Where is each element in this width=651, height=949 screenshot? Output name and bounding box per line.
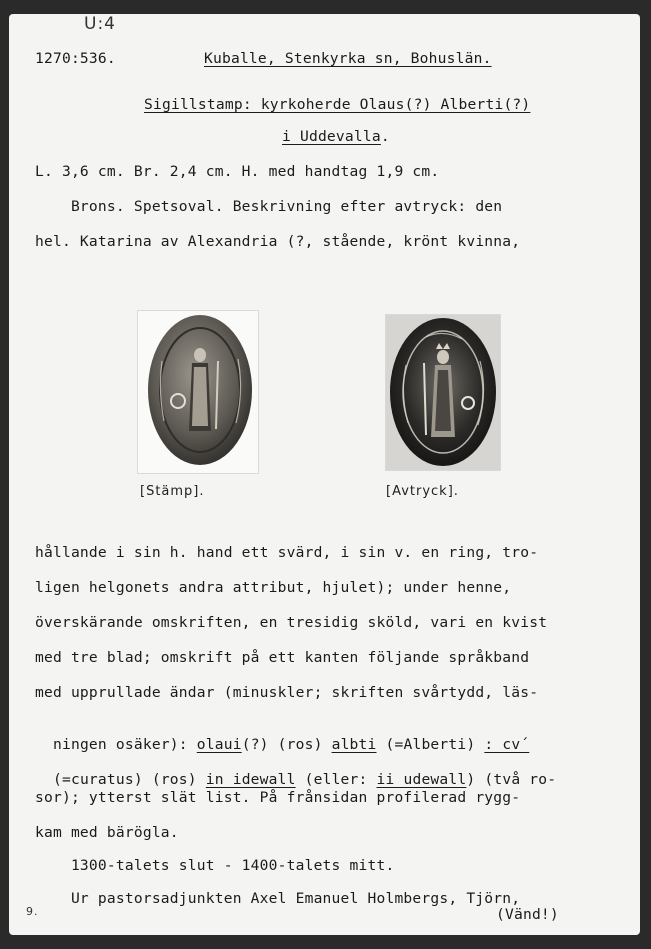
stamp-caption: [Stämp]. [140,484,205,499]
title-uddevalla: i Uddevalla [282,128,381,145]
body-line-6 [35,719,529,753]
margin-number: 9. [26,905,39,918]
measurements: L. 3,6 cm. Br. 2,4 cm. H. med handtag 1,9 cm. [35,163,440,180]
line7-end: ) (två ro- [466,771,557,788]
turn-over-note: (Vänd!) [496,906,559,923]
legend-olaui: olaui [196,736,242,753]
line7-prefix: (=curatus) (ros) [52,771,206,788]
catalog-number: 1270:536. [35,50,116,67]
impression-image [386,315,500,470]
legend-ii-udewall: ii udewall [376,771,467,788]
description-line-2: hel. Katarina av Alexandria (?, stående, krönt kvinna, [35,233,521,250]
description-line-1: Brons. Spetsoval. Beskrivning efter avtryck: den [35,198,503,215]
line6-mid: (?) (ros) [241,736,332,753]
impression-photo [386,315,500,470]
title-line-1: Sigillstamp: kyrkoherde Olaus(?) Alberti(?) [144,96,531,113]
provenance-line: Ur pastorsadjunkten Axel Emanuel Holmbergs, Tjörn, [35,890,521,907]
legend-cv: : cv´ [484,736,530,753]
legend-albti: albti [331,736,377,753]
body-line-2: ligen helgonets andra attribut, hjulet); under henne, [35,579,512,596]
title-period: . [380,128,390,145]
body-line-4: med tre blad; omskrift på ett kanten följande språkband [35,649,530,666]
location-heading: Kuballe, Stenkyrka sn, Bohuslän. [204,50,492,67]
title-line-2 [282,128,390,145]
body-line-5: med upprullade ändar (minuskler; skriften svårtydd, läs- [35,684,539,701]
line6-prefix: ningen osäker): [52,736,197,753]
line7-mid: (eller: [295,771,377,788]
body-line-7 [35,754,556,788]
body-line-3: överskärande omskriften, en tresidig sköld, vari en kvist [35,614,548,631]
legend-in-idewall: in idewall [205,771,296,788]
impression-caption: [Avtryck]. [386,484,459,499]
body-line-8: sor); ytterst slät list. På frånsidan profilerad rygg- [35,789,521,806]
stamp-photo [138,311,258,473]
corner-mark: U:4 [84,14,116,34]
dating-line: 1300-talets slut - 1400-talets mitt. [35,857,395,874]
body-line-1: hållande i sin h. hand ett svärd, i sin v. en ring, tro- [35,544,539,561]
body-line-9: kam med bärögla. [35,824,179,841]
stamp-image [138,311,258,473]
line6-mid2: (=Alberti) [376,736,485,753]
